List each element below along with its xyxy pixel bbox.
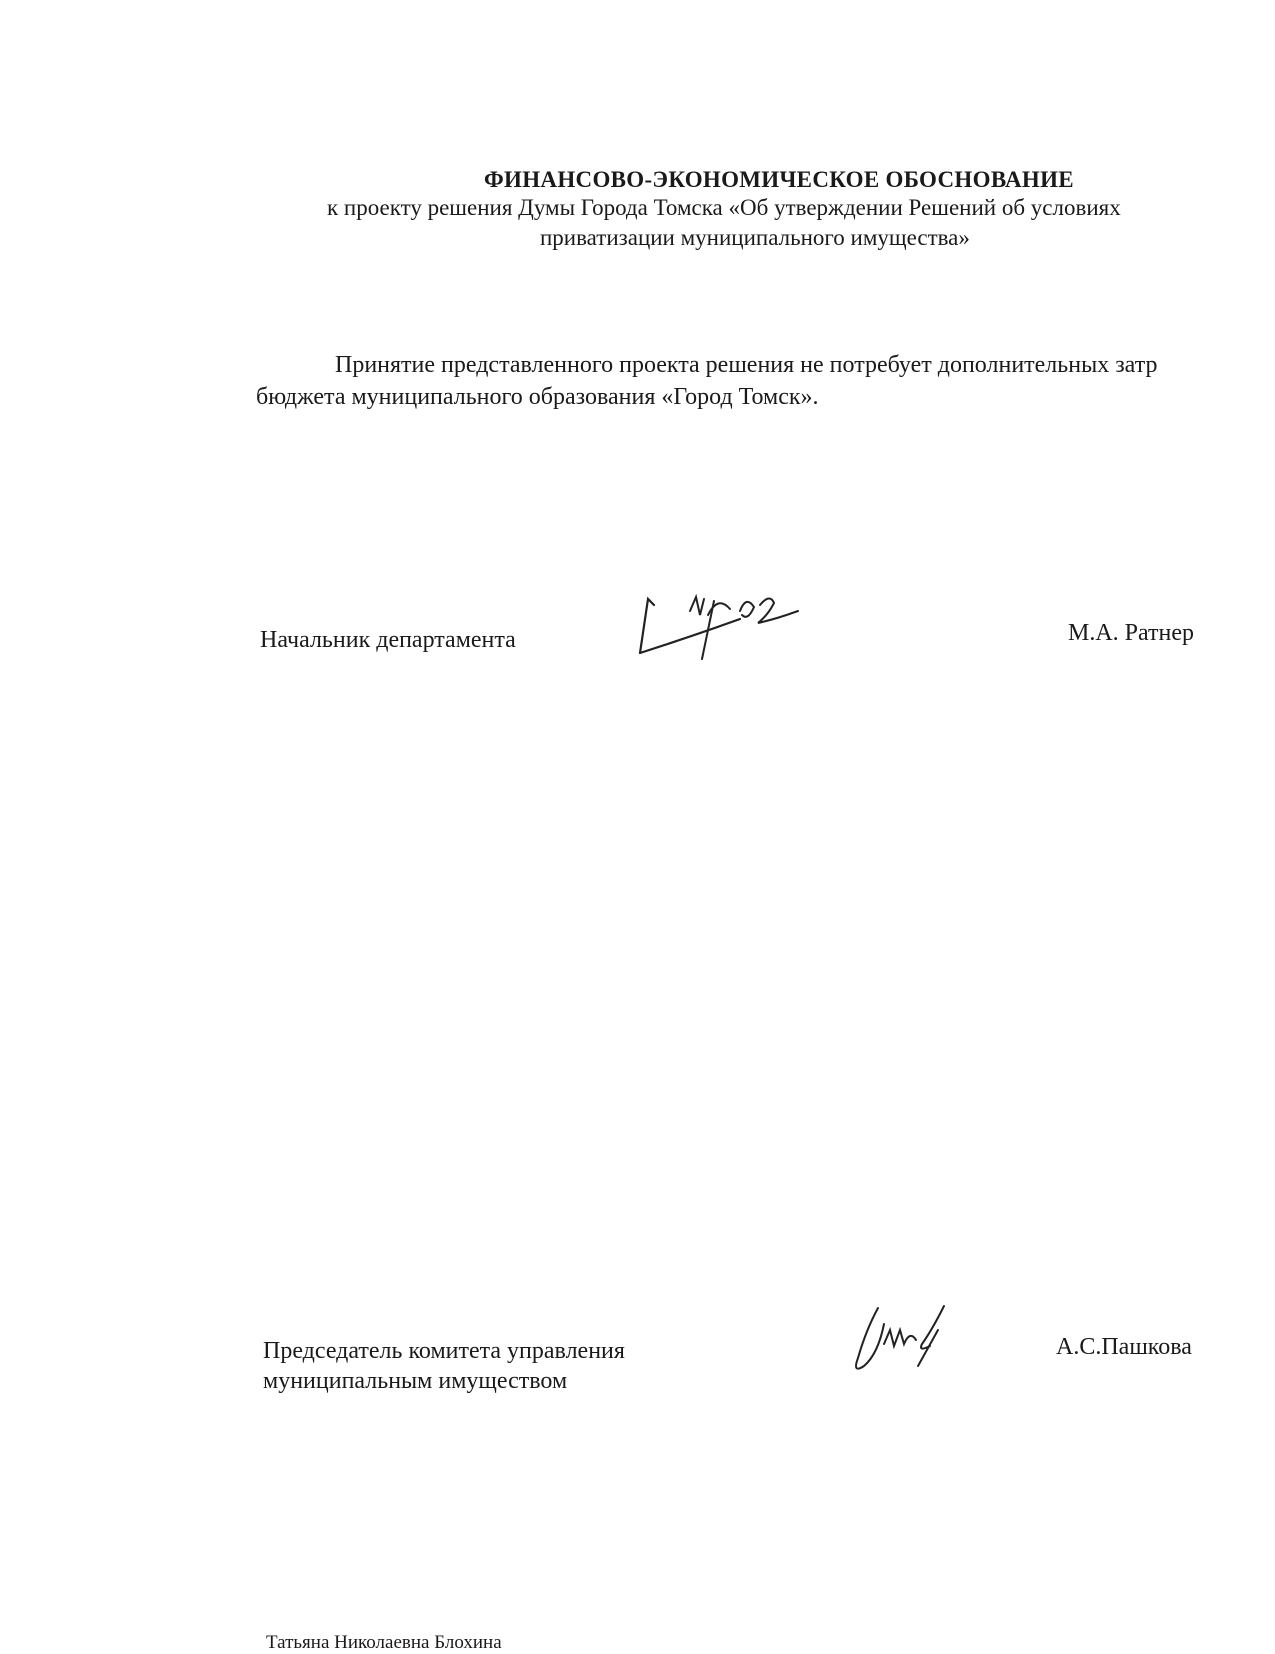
executor-name: Татьяна Николаевна Блохина	[266, 1632, 502, 1653]
document-subtitle-line-2: приватизации муниципального имущества»	[540, 225, 970, 250]
signature-2-handwritten	[848, 1300, 968, 1380]
body-text-line-1: Принятие представленного проекта решения не потребует дополнительных затр	[335, 352, 1158, 378]
signature-1-handwritten	[630, 585, 810, 665]
document-subtitle-line-1: к проекту решения Думы Города Томска «Об утверждении Решений об условиях	[327, 195, 1121, 220]
signatory-2-position-line-1: Председатель комитета управления	[263, 1338, 625, 1364]
signatory-1-position: Начальник департамента	[260, 627, 516, 653]
document-title: ФИНАНСОВО-ЭКОНОМИЧЕСКОЕ ОБОСНОВАНИЕ	[484, 167, 1074, 192]
body-text-line-2: бюджета муниципального образования «Город Томск».	[256, 384, 819, 410]
signatory-2-name: А.С.Пашкова	[1056, 1334, 1192, 1360]
signatory-2-position-line-2: муниципальным имуществом	[263, 1368, 568, 1394]
signatory-1-name: М.А. Ратнер	[1068, 620, 1195, 646]
